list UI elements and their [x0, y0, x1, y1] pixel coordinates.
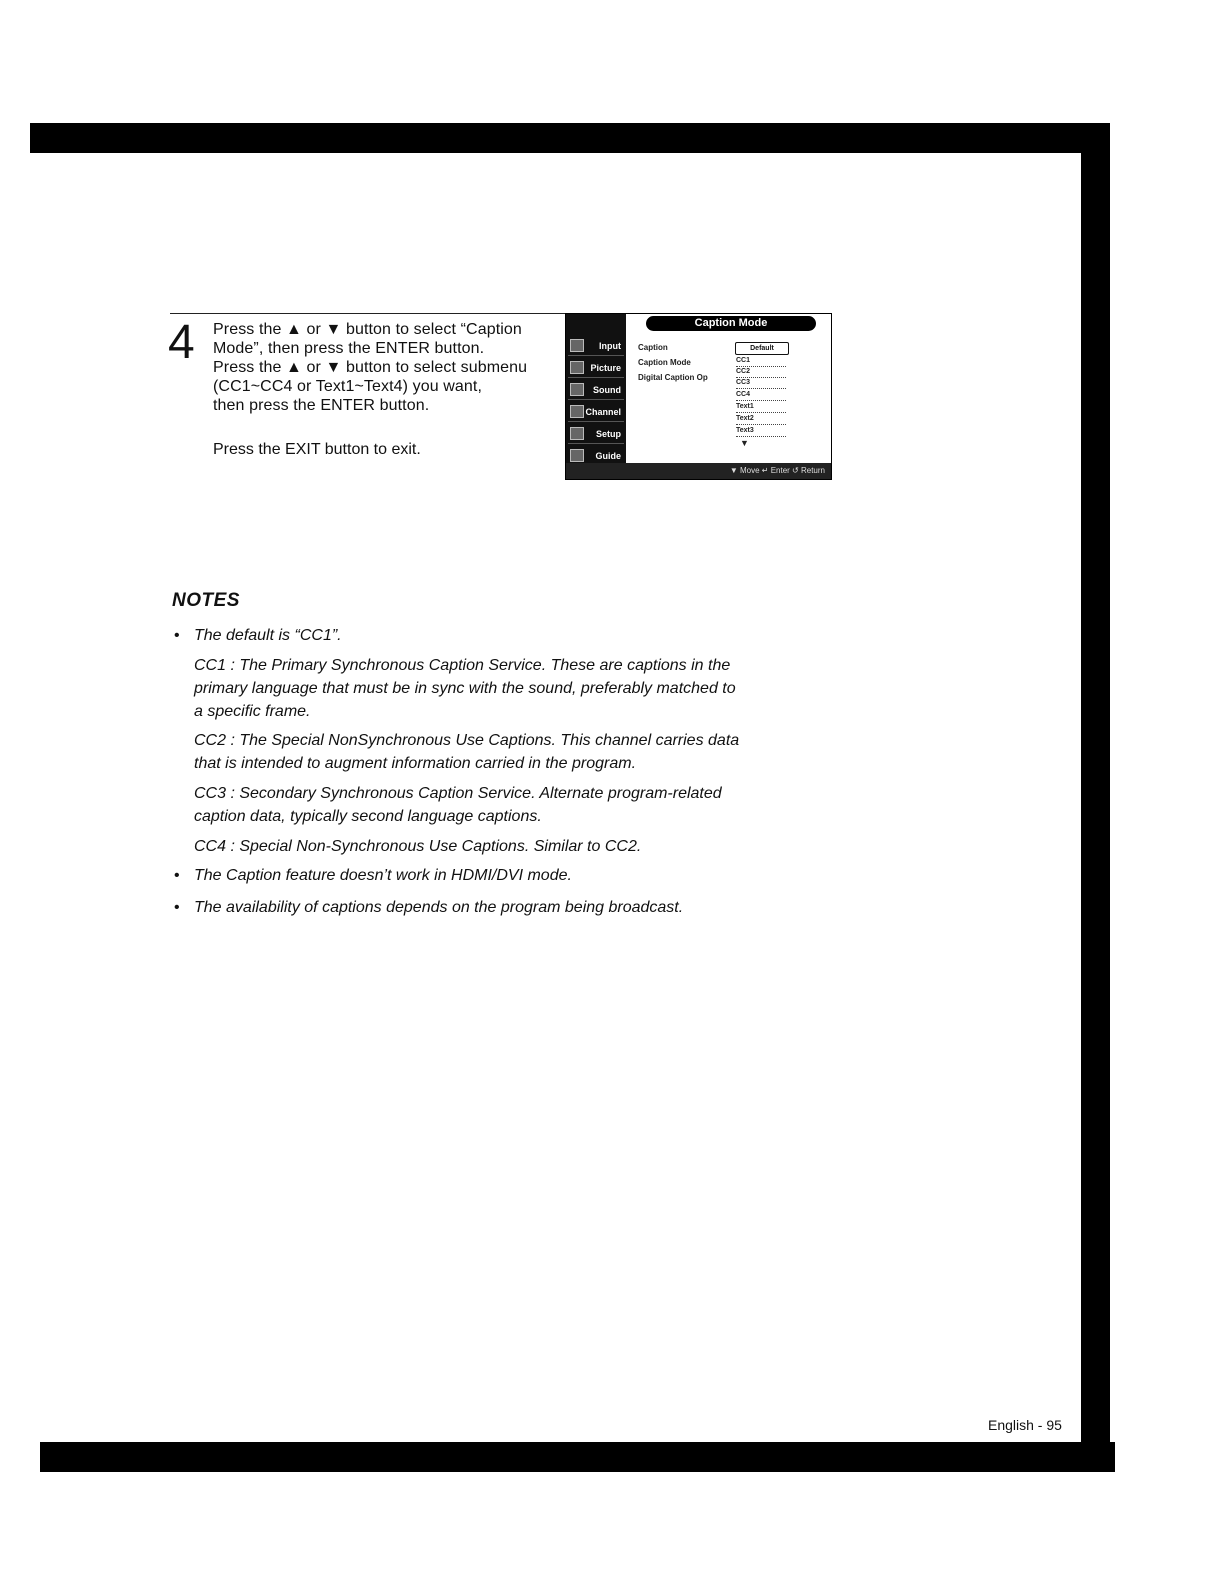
note-hdmi: • The Caption feature doesn’t work in HDMI/DVI mode. — [194, 864, 572, 887]
tv-tab-label: Input — [599, 341, 621, 351]
step-line: then press the ENTER button. — [213, 397, 430, 414]
notes-heading: NOTES — [172, 590, 240, 611]
tv-tab-label: Picture — [590, 363, 621, 373]
tv-option-cc3: CC3 — [736, 378, 786, 389]
tv-tab-label: Channel — [585, 407, 621, 417]
step-number: 4 — [168, 316, 195, 369]
tv-tab-label: Setup — [595, 429, 621, 439]
tv-menu-title: Caption Mode — [646, 316, 816, 331]
sound-icon — [570, 383, 584, 396]
tv-tab-label: Sound — [593, 385, 621, 395]
tv-tab-channel — [568, 402, 624, 422]
step-line: Press the ▲ or ▼ button to select “Caption — [213, 321, 522, 338]
page-number: English - 95 — [988, 1417, 1062, 1433]
picture-icon — [570, 361, 584, 374]
note-cc2-line: that is intended to augment information carried in the program. — [194, 755, 637, 772]
tv-label-digital-caption: Digital Caption Op — [638, 373, 708, 382]
step-exit-instruction: Press the EXIT button to exit. — [213, 441, 421, 458]
tv-selected-value: Default — [735, 342, 789, 355]
setup-icon — [570, 427, 584, 440]
input-icon — [570, 339, 584, 352]
tv-label-caption: Caption — [638, 343, 668, 352]
tv-option-text2: Text2 — [736, 414, 786, 425]
note-cc3-line: caption data, typically second language captions. — [194, 808, 542, 825]
note-cc1-line: primary language that must be in sync with the sound, preferably matched to — [194, 680, 736, 697]
note-cc1-line: CC1 : The Primary Synchronous Caption Service. These are captions in the — [194, 657, 731, 674]
channel-icon — [570, 405, 584, 418]
note-availability: • The availability of captions depends on the program being broadcast. — [194, 896, 683, 919]
down-arrow-icon: ▼ — [740, 438, 749, 448]
tv-menu-screenshot — [565, 313, 832, 480]
tv-menu-sidebar — [566, 314, 626, 479]
right-border-bar — [1081, 123, 1110, 1443]
tv-tab-input — [568, 336, 624, 356]
tv-tab-sound — [568, 380, 624, 400]
tv-option-text1: Text1 — [736, 402, 786, 413]
note-cc2-line: CC2 : The Special NonSynchronous Use Captions. This channel carries data — [194, 732, 740, 749]
step-line: Press the ▲ or ▼ button to select submenu — [213, 359, 528, 376]
tv-option-cc2: CC2 — [736, 367, 786, 378]
note-cc1-line: a specific frame. — [194, 703, 311, 720]
tv-label-caption-mode: Caption Mode — [638, 358, 691, 367]
note-cc3-line: CC3 : Secondary Synchronous Caption Service. Alternate program-related — [194, 785, 722, 802]
tv-option-text3: Text3 — [736, 426, 786, 437]
step-line: Mode”, then press the ENTER button. — [213, 340, 485, 357]
note-cc4-line: CC4 : Special Non-Synchronous Use Captions. Similar to CC2. — [194, 838, 642, 855]
tv-tab-picture — [568, 358, 624, 378]
step-line: (CC1~CC4 or Text1~Text4) you want, — [213, 378, 483, 395]
bottom-border-bar — [40, 1442, 1115, 1472]
guide-icon — [570, 449, 584, 462]
note-default: • The default is “CC1”. — [194, 624, 342, 647]
tv-option-cc1: CC1 — [736, 356, 786, 367]
step-instructions — [213, 320, 563, 415]
tv-tab-label: Guide — [595, 451, 621, 461]
top-border-bar — [30, 123, 1110, 153]
step-divider — [170, 313, 565, 314]
tv-menu-footer: ▼ Move ↵ Enter ↺ Return — [566, 463, 831, 479]
tv-option-cc4: CC4 — [736, 390, 786, 401]
tv-tab-setup — [568, 424, 624, 444]
